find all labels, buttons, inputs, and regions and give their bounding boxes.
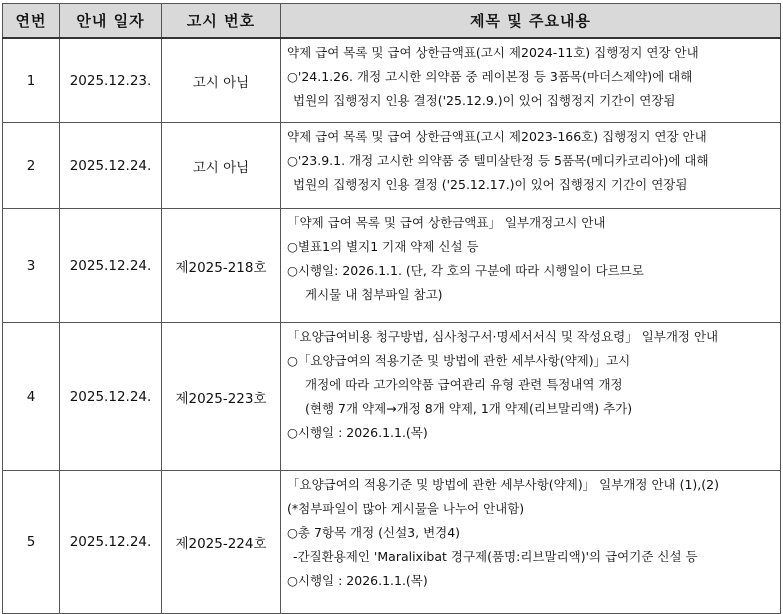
row-notice-no: 제2025-224호 <box>162 471 281 614</box>
row-no: 2 <box>3 123 60 209</box>
table-header <box>3 4 781 39</box>
table-row <box>3 123 781 209</box>
header-no: 연번 <box>3 4 60 39</box>
row-notice-no: 제2025-218호 <box>162 209 281 323</box>
content-continuation: 개정에 따라 고가의약품 급여관리 유형 관련 특정내역 개정 <box>305 377 623 392</box>
row-notice-no: 고시 아님 <box>162 38 281 123</box>
row-date: 2025.12.24. <box>60 323 162 471</box>
content-bullet: ○「요양급여의 적용기준 및 방법에 관한 세부사항(약제)」고시 <box>287 353 631 368</box>
table-row <box>3 38 781 123</box>
table-row <box>3 323 781 471</box>
row-date: 2025.12.24. <box>60 471 162 614</box>
table-row <box>3 471 781 614</box>
row-no: 1 <box>3 38 60 123</box>
table-row <box>3 209 781 323</box>
header-notice-no: 고시 번호 <box>162 4 281 39</box>
row-date: 2025.12.23. <box>60 38 162 123</box>
content-continuation: 게시물 내 첨부파일 참고) <box>305 287 443 302</box>
header-date: 안내 일자 <box>60 4 162 39</box>
row-content <box>281 471 781 614</box>
row-date: 2025.12.24. <box>60 209 162 323</box>
content-note: (*첨부파일이 많아 게시물을 나누어 안내함) <box>287 501 525 516</box>
row-date: 2025.12.24. <box>60 123 162 209</box>
row-content <box>281 323 781 471</box>
row-notice-no: 제2025-223호 <box>162 323 281 471</box>
content-title: 약제 급여 목록 및 급여 상한금액표(고시 제2024-11호) 집행정지 연장 안내 <box>287 45 699 60</box>
content-bullet: ○'24.1.26. 개정 고시한 의약품 중 레이본정 등 3품목(마더스제약)에 대해 <box>287 69 693 84</box>
row-notice-no: 고시 아님 <box>162 123 281 209</box>
row-content <box>281 123 781 209</box>
content-continuation: 법원의 집행정지 인용 결정 ('25.12.17.)이 있어 집행정지 기간이 연장됨 <box>293 177 688 192</box>
row-content <box>281 38 781 123</box>
content-continuation: 법원의 집행정지 인용 결정('25.12.9.)이 있어 집행정지 기간이 연장됨 <box>293 93 676 108</box>
content-title: 약제 급여 목록 및 급여 상한금액표(고시 제2023-166호) 집행정지 연장 안내 <box>287 129 707 144</box>
content-sub-item: -간질환용제인 'Maralixibat 경구제(품명:리브말리액)'의 급여기준 신설 등 <box>293 549 698 564</box>
content-bullet: ○'23.9.1. 개정 고시한 의약품 중 텔미살탄정 등 5품목(메디카코리아)에 대해 <box>287 153 709 168</box>
header-title: 제목 및 주요내용 <box>281 4 781 39</box>
content-bullet: ○별표1의 별지1 기재 약제 신설 등 <box>287 239 479 254</box>
content-bullet: ○시행일 : 2026.1.1.(목) <box>287 425 428 440</box>
row-no: 5 <box>3 471 60 614</box>
content-bullet: ○총 7항목 개정 (신설3, 변경4) <box>287 525 461 540</box>
content-bullet: ○시행일 : 2026.1.1.(목) <box>287 573 428 588</box>
content-continuation: (현행 7개 약제→개정 8개 약제, 1개 약제(리브말리액) 추가) <box>305 401 633 416</box>
notice-table <box>2 3 781 614</box>
content-title: 「요양급여비용 청구방법, 심사청구서·명세서서식 및 작성요령」 일부개정 안내 <box>287 329 719 344</box>
row-no: 3 <box>3 209 60 323</box>
row-no: 4 <box>3 323 60 471</box>
row-content <box>281 209 781 323</box>
content-title: 「약제 급여 목록 및 급여 상한금액표」 일부개정고시 안내 <box>287 215 606 230</box>
content-bullet: ○시행일: 2026.1.1. (단, 각 호의 구분에 따라 시행일이 다르므로 <box>287 263 644 278</box>
content-title: 「요양급여의 적용기준 및 방법에 관한 세부사항(약제)」 일부개정 안내 (1),(2) <box>287 477 719 492</box>
